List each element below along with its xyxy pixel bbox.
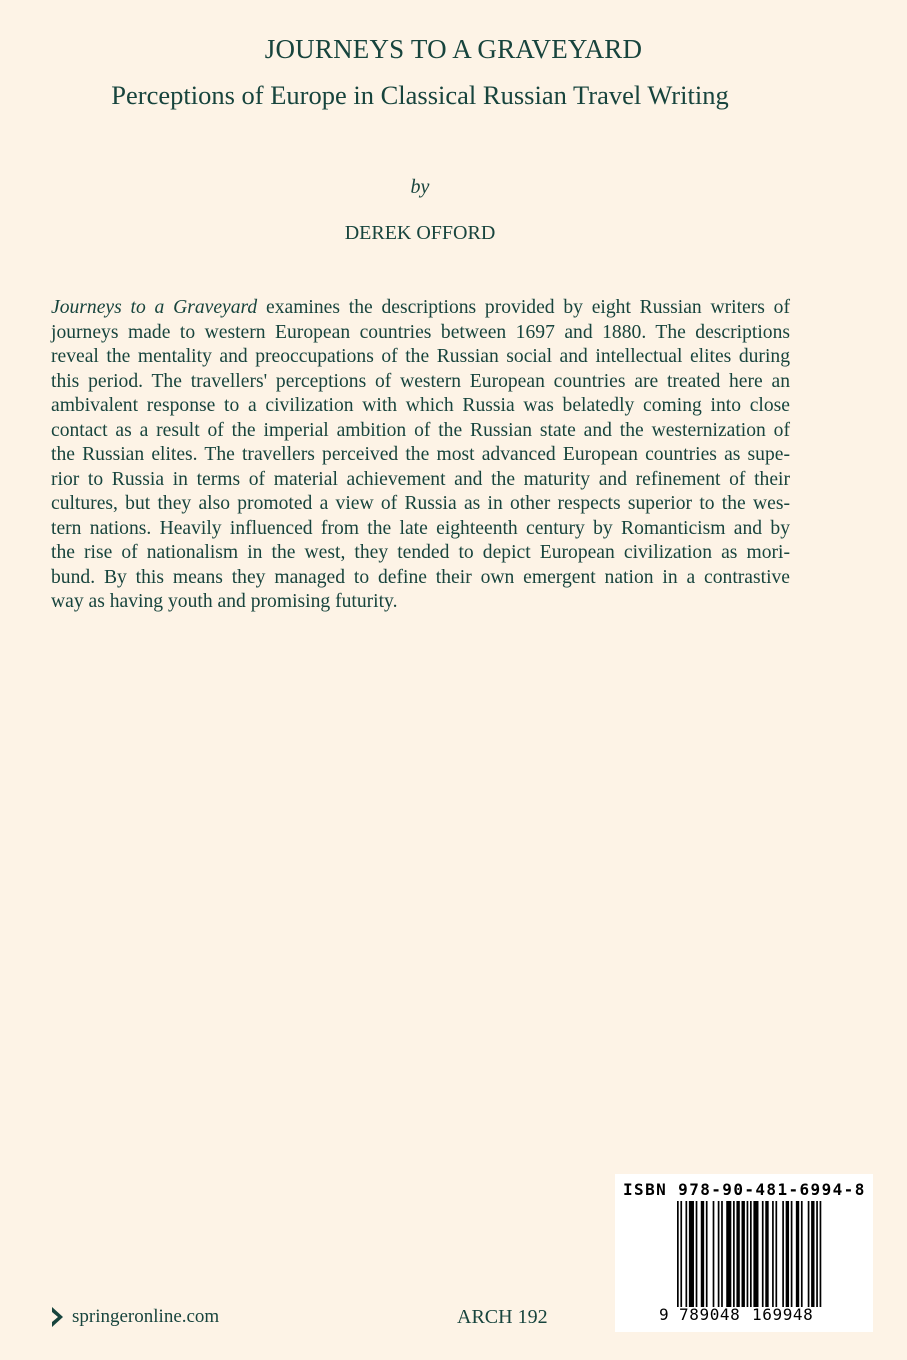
blurb-line: bund. By this means they managed to define their own emergent nation in a contrastive — [51, 566, 790, 588]
barcode-bars — [677, 1201, 823, 1307]
barcode-bar — [677, 1201, 679, 1307]
ean-right-group: 169948 — [752, 1305, 814, 1324]
barcode-bar — [701, 1201, 704, 1307]
barcode-bar — [726, 1201, 731, 1307]
by-line: by — [410, 176, 430, 198]
barcode-bar — [811, 1201, 814, 1307]
website-text: springeronline.com — [72, 1306, 220, 1327]
barcode-bar — [689, 1201, 694, 1307]
book-subtitle: Perceptions of Europe in Classical Russian Travel Writing — [111, 80, 729, 110]
blurb-title-italic: Journeys to a Graveyard — [51, 297, 258, 318]
ean-left-group: 789048 — [679, 1305, 741, 1324]
barcode-bar — [736, 1201, 739, 1307]
ean-first-digit: 9 — [659, 1305, 670, 1324]
blurb-line-1-text: examines the descriptions provided by eight Russian writers of — [257, 297, 790, 318]
barcode-bar — [782, 1201, 784, 1307]
barcode-bar — [765, 1201, 768, 1307]
barcode-bar — [733, 1201, 735, 1307]
blurb-line: rior to Russia in terms of material achievement and the maturity and refinement of their — [51, 468, 790, 490]
blurb-line-1 — [51, 296, 790, 321]
barcode-bar — [820, 1201, 822, 1307]
barcode-bar — [706, 1201, 708, 1307]
book-title: JOURNEYS TO A GRAVEYARD — [264, 34, 643, 64]
isbn-label: ISBN 978-90-481-6994-8 — [623, 1180, 866, 1199]
barcode-bar — [772, 1201, 774, 1307]
author-name: DEREK OFFORD — [344, 222, 496, 244]
barcode-bar — [808, 1201, 810, 1307]
barcode-bar — [796, 1201, 799, 1307]
barcode-bar — [762, 1201, 764, 1307]
barcode-bar — [747, 1201, 749, 1307]
book-description — [51, 296, 790, 615]
barcode-bar — [801, 1201, 803, 1307]
chevron-right-icon — [51, 1306, 65, 1328]
blurb-line: ambivalent response to a civilization with which Russia was belatedly coming into close — [51, 395, 790, 416]
barcode-bar — [791, 1201, 793, 1307]
barcode-bar — [721, 1201, 723, 1307]
barcode-bar — [775, 1201, 777, 1307]
blurb-line: reveal the mentality and preoccupations of the Russian social and intellectual elites during — [51, 346, 790, 367]
blurb-line: the rise of nationalism in the west, they tended to depict European civilization as mori- — [51, 542, 790, 563]
blurb-line: tern nations. Heavily influenced from the late eighteenth century by Romanticism and by — [51, 517, 790, 539]
blurb-line: this period. The travellers' perceptions of western European countries are treated here an — [51, 370, 790, 392]
barcode-bar — [753, 1201, 758, 1307]
blurb-line: cultures, but they also promoted a view of Russia as in other respects superior to the wes- — [51, 493, 790, 514]
barcode-bar — [718, 1201, 720, 1307]
barcode-bar — [742, 1201, 745, 1307]
blurb-line: journeys made to western European countries between 1697 and 1880. The descriptions — [51, 321, 790, 343]
website-link[interactable] — [51, 1306, 219, 1328]
barcode-bar — [696, 1201, 698, 1307]
barcode-bar — [816, 1201, 818, 1307]
blurb-line: way as having youth and promising futurity. — [51, 591, 398, 612]
blurb-line: the Russian elites. The travellers perceived the most advanced European countries as supe- — [51, 444, 790, 465]
barcode-bar — [685, 1201, 687, 1307]
series-code: ARCH 192 — [457, 1306, 548, 1328]
isbn-barcode — [615, 1174, 873, 1332]
barcode-bar — [680, 1201, 682, 1307]
barcode-bar — [713, 1201, 715, 1307]
barcode-bar — [750, 1201, 752, 1307]
blurb-line: contact as a result of the imperial ambition of the Russian state and the westernization of — [51, 419, 790, 441]
barcode-bar — [786, 1201, 789, 1307]
